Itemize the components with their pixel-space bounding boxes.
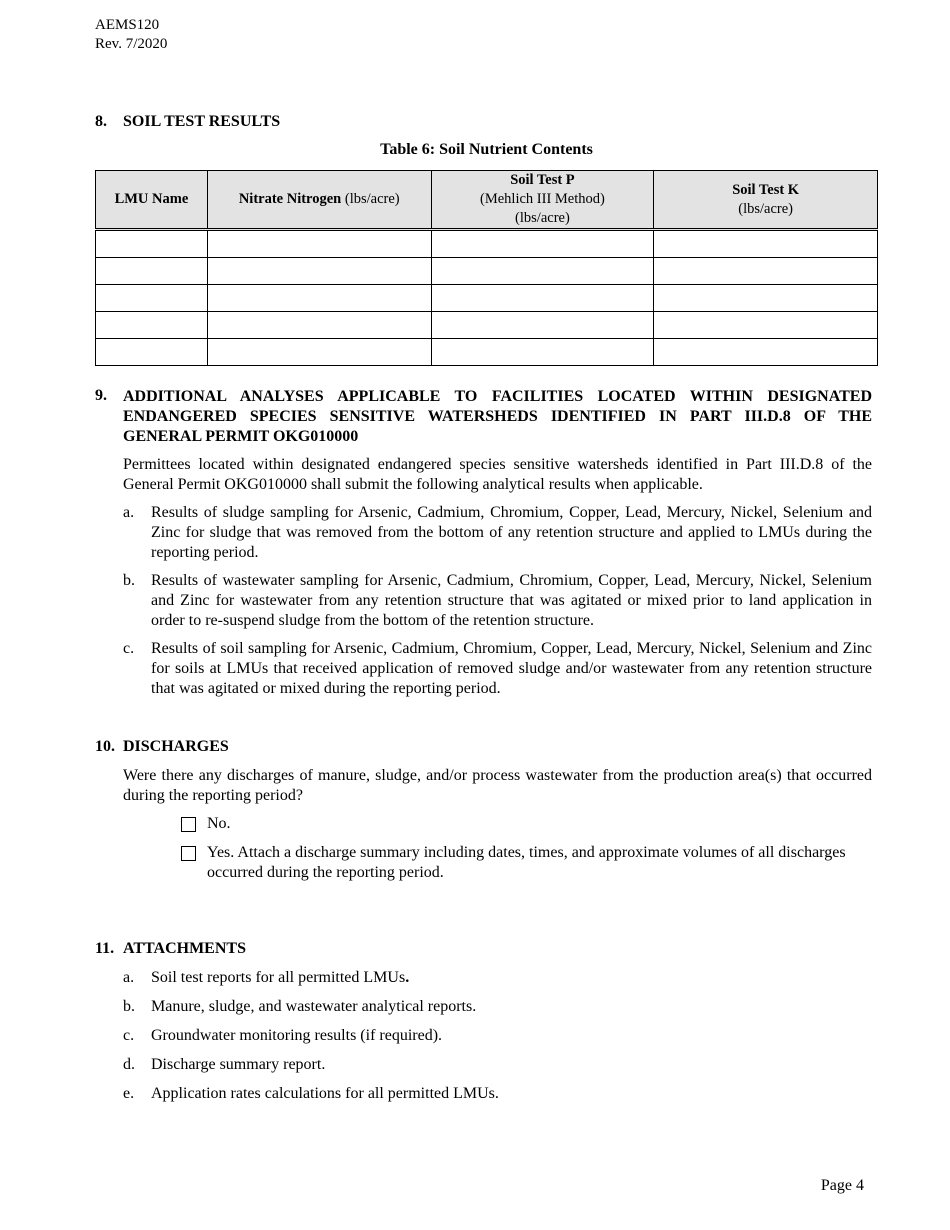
section-10-title: DISCHARGES	[123, 738, 229, 755]
form-revision: Rev. 7/2020	[95, 36, 168, 52]
table-cell[interactable]	[654, 258, 878, 285]
col-nitrate-nitrogen: Nitrate Nitrogen (lbs/acre)	[207, 171, 431, 230]
item-text: Results of wastewater sampling for Arsenic, Cadmium, Chromium, Copper, Lead, Mercury, Nickel, Selenium and Zinc for wastewater from any retention structure that was agitated or mixed prior to land application in order to re-suspend sludge from the bottom of the retention structure.	[151, 572, 872, 629]
item-text: Soil test reports for all permitted LMUs.	[151, 969, 410, 986]
table-cell[interactable]	[654, 230, 878, 258]
option-yes-label: Yes. Attach a discharge summary including dates, times, and approximate volumes of all discharges occurred during the reporting period.	[207, 844, 846, 881]
table-cell[interactable]	[96, 230, 208, 258]
option-no-label: No.	[207, 815, 231, 832]
col-soil-test-k: Soil Test K (lbs/acre)	[654, 171, 878, 230]
checkbox-yes[interactable]	[181, 846, 196, 861]
section-10-number: 10.	[95, 738, 115, 755]
table-cell[interactable]	[96, 339, 208, 366]
item-letter: d.	[123, 1056, 135, 1073]
checkbox-no[interactable]	[181, 817, 196, 832]
item-letter: b.	[123, 572, 135, 589]
table-cell[interactable]	[96, 285, 208, 312]
table-row	[96, 230, 878, 258]
list-item	[123, 1084, 872, 1104]
table-cell[interactable]	[654, 285, 878, 312]
table-cell[interactable]	[431, 258, 654, 285]
table-cell[interactable]	[431, 339, 654, 366]
section-11-title: ATTACHMENTS	[123, 940, 246, 957]
table-cell[interactable]	[207, 285, 431, 312]
item-text: Results of sludge sampling for Arsenic, Cadmium, Chromium, Copper, Lead, Mercury, Nickel, Selenium and Zinc for sludge that was removed from the bottom of any retention structure and applied to LMUs during the reporting period.	[151, 504, 872, 561]
list-item	[123, 1026, 872, 1046]
form-id: AEMS120	[95, 17, 160, 33]
table-cell[interactable]	[654, 312, 878, 339]
table-cell[interactable]	[96, 312, 208, 339]
table-header-row	[96, 171, 878, 230]
item-text: Application rates calculations for all permitted LMUs.	[151, 1085, 499, 1102]
section-9-number: 9.	[95, 387, 107, 404]
list-item	[123, 968, 872, 988]
table-cell[interactable]	[207, 339, 431, 366]
section-9-title: ADDITIONAL ANALYSES APPLICABLE TO FACILITIES LOCATED WITHIN DESIGNATED ENDANGERED SPECIES SENSITIVE WATERSHEDS IDENTIFIED IN PART III.D.8 OF THE GENERAL PERMIT OKG010000	[123, 388, 872, 445]
table-cell[interactable]	[654, 339, 878, 366]
table-cell[interactable]	[207, 312, 431, 339]
list-item	[123, 997, 872, 1017]
table-row	[96, 339, 878, 366]
table-row	[96, 312, 878, 339]
table-cell[interactable]	[431, 285, 654, 312]
table-cell[interactable]	[207, 258, 431, 285]
table-row	[96, 258, 878, 285]
item-text: Discharge summary report.	[151, 1056, 326, 1073]
section-8-title: SOIL TEST RESULTS	[123, 113, 281, 130]
section-11-number: 11.	[95, 940, 115, 957]
list-item	[123, 639, 872, 699]
table-cell[interactable]	[431, 312, 654, 339]
table-cell[interactable]	[207, 230, 431, 258]
soil-nutrient-table	[95, 170, 878, 366]
item-text: Manure, sludge, and wastewater analytical reports.	[151, 998, 477, 1015]
list-item	[123, 503, 872, 563]
table-cell[interactable]	[96, 258, 208, 285]
table-caption: Table 6: Soil Nutrient Contents	[380, 141, 593, 158]
col-soil-test-p: Soil Test P (Mehlich III Method) (lbs/acre)	[431, 171, 654, 230]
item-letter: b.	[123, 998, 135, 1015]
table-row	[96, 285, 878, 312]
col-lmu-name: LMU Name	[96, 171, 208, 230]
list-item	[123, 571, 872, 631]
page-number: Page 4	[820, 1177, 864, 1194]
item-text: Groundwater monitoring results (if required).	[151, 1027, 443, 1044]
item-letter: c.	[123, 640, 135, 657]
section-9-intro: Permittees located within designated endangered species sensitive watersheds identified in Part III.D.8 of the General Permit OKG010000 shall submit the following analytical results when applicable.	[123, 456, 872, 493]
item-letter: a.	[123, 504, 135, 521]
section-8-number: 8.	[95, 113, 107, 130]
discharge-question: Were there any discharges of manure, sludge, and/or process wastewater from the production area(s) that occurred during the reporting period?	[123, 767, 872, 804]
item-letter: e.	[123, 1085, 135, 1102]
item-letter: c.	[123, 1027, 135, 1044]
item-letter: a.	[123, 969, 135, 986]
form-header	[95, 16, 167, 54]
table-cell[interactable]	[431, 230, 654, 258]
item-text: Results of soil sampling for Arsenic, Cadmium, Chromium, Copper, Lead, Mercury, Nickel, Selenium and Zinc for soils at LMUs that received application of removed sludge and/or wastewater from any retention structure that was agitated or mixed during the reporting period.	[151, 640, 872, 697]
list-item	[123, 1055, 872, 1075]
